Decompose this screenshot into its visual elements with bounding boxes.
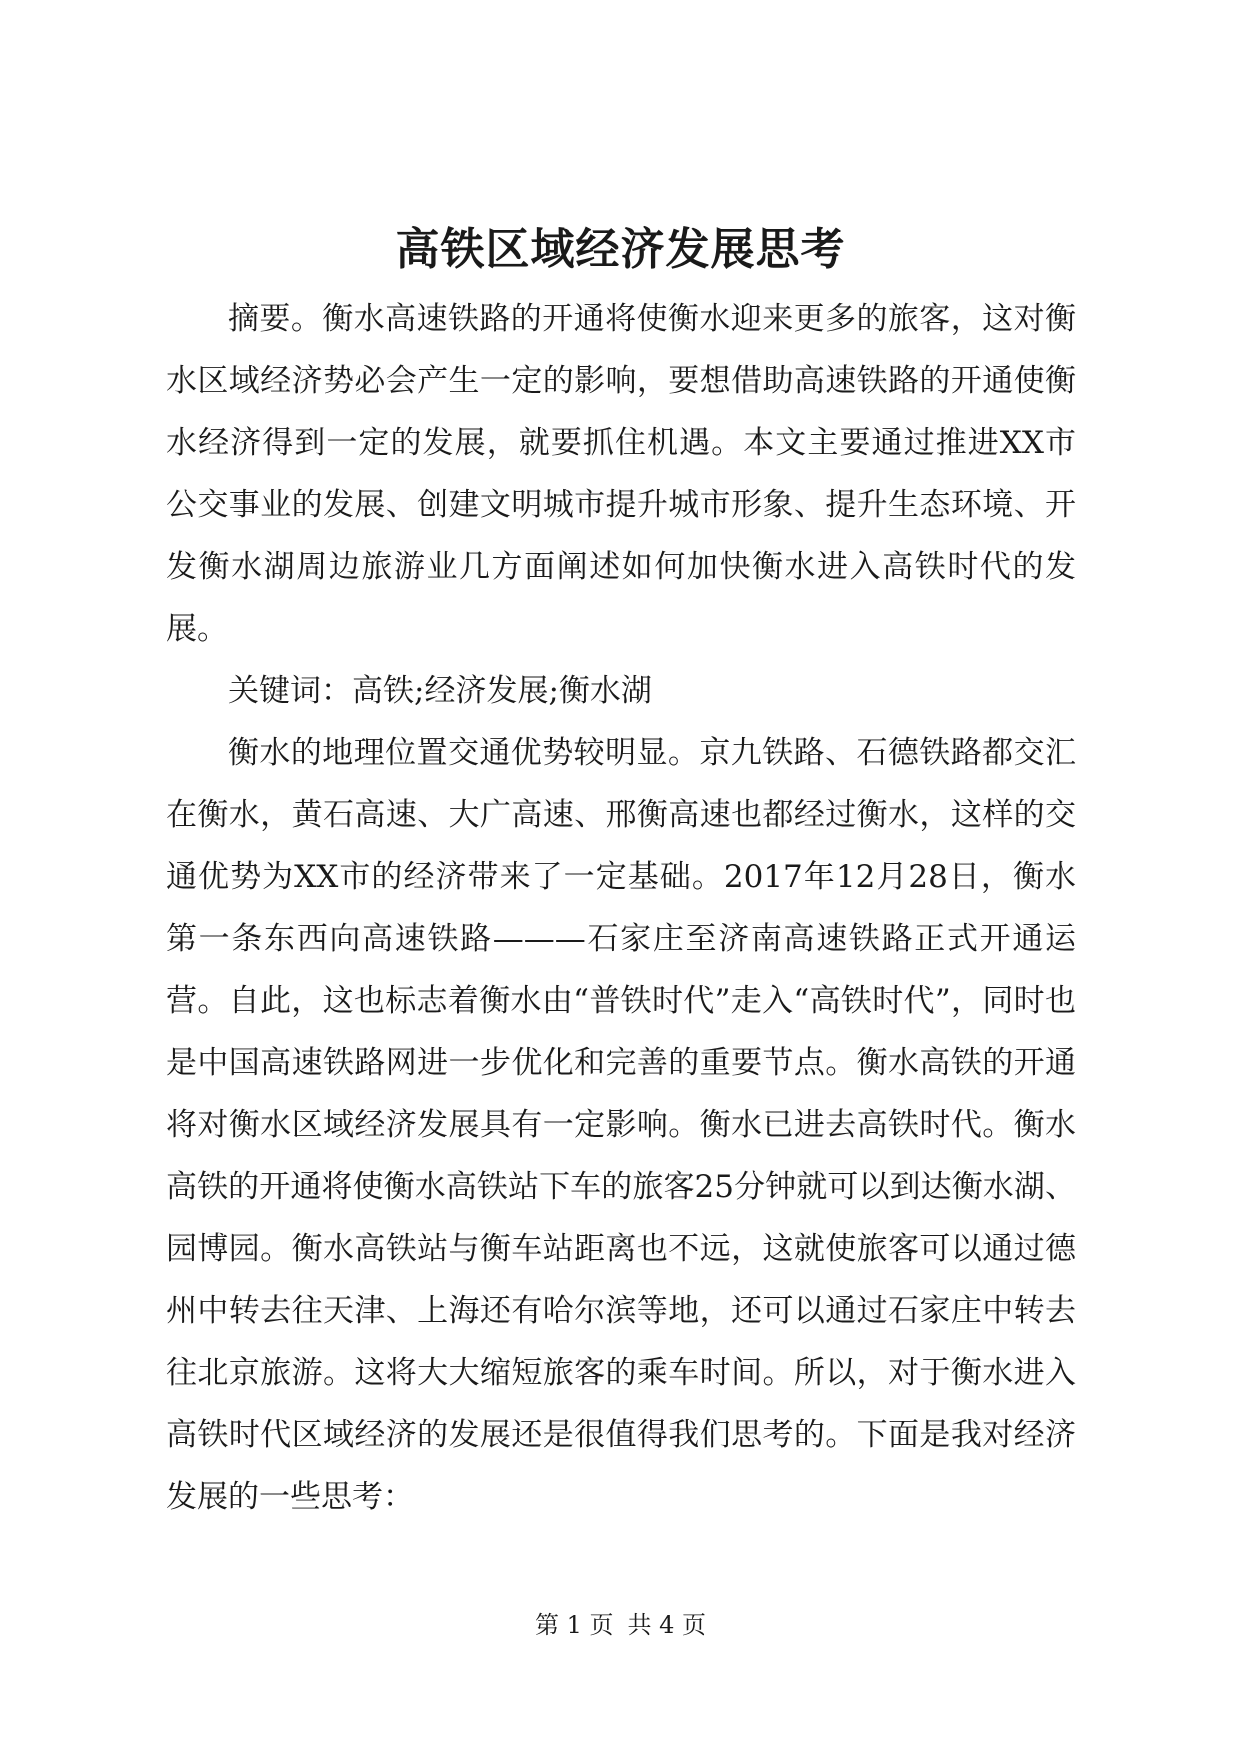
document-title: 高铁区域经济发展思考: [395, 224, 846, 275]
body-paragraph: 衡水的地理位置交通优势较明显。京九铁路、石德铁路都交汇在衡水，黄石高速、大广高速、邢衡高速也都经过衡水，这样的交通优势为XX市的经济带来了一定基础。2017年12月28日，衡水第一条东西向高速铁路———石家庄至济南高速铁路正式开通运营。自此，这也标志着衡水由“普铁时代”走入“高铁时代”，同时也是中国高速铁路网进一步优化和完善的重要节点。衡水高铁的开通将对衡水区域经济发展具有一定影响。衡水已进去高铁时代。衡水高铁的开通将使衡水高铁站下车的旅客25分钟就可以到达衡水湖、园博园。衡水高铁站与衡车站距离也不远，这就使旅客可以通过德州中转去往天津、上海还有哈尔滨等地，还可以通过石家庄中转去往北京旅游。这将大大缩短旅客的乘车时间。所以，对于衡水进入高铁时代区域经济的发展还是很值得我们思考的。下面是我对经济发展的一些思考：: [166, 735, 1076, 1515]
page-number: 第 1 页: [534, 1611, 614, 1639]
page-total: 共 4 页: [627, 1611, 707, 1639]
page-footer: [0, 1610, 1241, 1640]
abstract-paragraph: 摘要。衡水高速铁路的开通将使衡水迎来更多的旅客，这对衡水区域经济势必会产生一定的影响，要想借助高速铁路的开通使衡水经济得到一定的发展，就要抓住机遇。本文主要通过推进XX市公交事业的发展、创建文明城市提升城市形象、提升生态环境、开发衡水湖周边旅游业几方面阐述如何加快衡水进入高铁时代的发展。: [166, 301, 1076, 647]
keywords-paragraph: 关键词：高铁;经济发展;衡水湖: [228, 673, 652, 709]
document-body: [166, 288, 1076, 1528]
